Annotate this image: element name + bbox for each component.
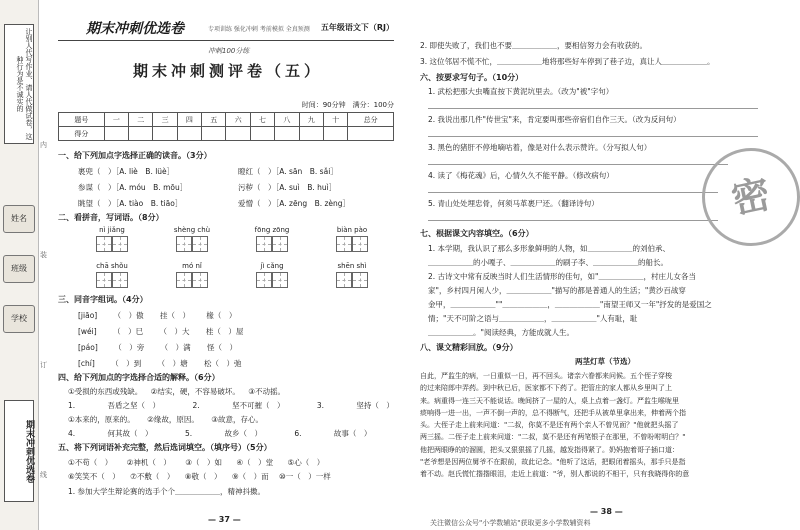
section-8-heading: 八、课文精彩回放。（9分） bbox=[420, 343, 518, 352]
pinyin-prompt: nì jiǎng bbox=[99, 226, 125, 234]
writing-box[interactable] bbox=[272, 272, 288, 288]
section-1-heading: 一、给下列加点字选择正确的读音。（3分） bbox=[58, 151, 212, 160]
pinyin-prompt: jì cǎng bbox=[260, 262, 284, 270]
rewrite-item: 5. 青山处处埋忠骨，何须马革裹尸还。（翻译诗句） bbox=[428, 199, 599, 208]
page-title: 期末冲刺测评卷（五） bbox=[132, 62, 323, 80]
page-number: — 37 — bbox=[208, 515, 241, 524]
writing-box[interactable] bbox=[176, 236, 192, 252]
fold-line bbox=[40, 140, 52, 510]
grade-label: 五年级语文下（RJ） bbox=[320, 23, 394, 32]
rewrite-item: 4. 读了《梅花魂》后，心情久久不能平静。（修改病句） bbox=[428, 171, 614, 180]
pron-item: 爱憎（ ）［A. zēng B. zèng］ bbox=[238, 199, 351, 208]
score-value-row: 得分 bbox=[59, 127, 394, 141]
rewrite-item: 3. 黑色的猪肝不停地嘀咕着，像是对什么表示赞许。（分写拟人句） bbox=[428, 143, 652, 152]
fold-mark: 内 bbox=[40, 141, 47, 149]
binding-spine bbox=[0, 0, 39, 530]
answer-line[interactable] bbox=[428, 220, 718, 221]
pinyin-prompt: mó nǐ bbox=[182, 262, 202, 270]
recall-line: ＿＿＿＿＿＿。"阅读经典，方能成就人生。 bbox=[428, 328, 574, 337]
writing-box[interactable] bbox=[352, 272, 368, 288]
pinyin-prompt: shēn shì bbox=[337, 262, 367, 270]
writing-box[interactable] bbox=[112, 236, 128, 252]
rewrite-item: 1. 武松把那大虫嘴直按下黄泥坑里去。（改为"被"字句） bbox=[428, 87, 614, 96]
writing-box[interactable] bbox=[96, 272, 112, 288]
recall-line: 2. 古诗文中常有反映当时人们生活情形的佳句，如"＿＿＿＿＿＿，村庄儿女各当 bbox=[428, 272, 696, 281]
writing-box[interactable] bbox=[352, 236, 368, 252]
pron-item: 瞪红（ ）［A. sān B. sǎi］ bbox=[238, 167, 338, 176]
tagline: 专项训练 强化冲刺 考前模拟 全真预测 bbox=[208, 26, 310, 33]
section-3-heading: 三、同音字组词。（4分） bbox=[58, 295, 148, 304]
score-table bbox=[58, 112, 394, 141]
section-2-heading: 二、看拼音，写词语。（8分） bbox=[58, 213, 164, 222]
pron-item: 参谋（ ）［A. móu B. mōu］ bbox=[78, 183, 188, 192]
confidential-stamp: 密 bbox=[693, 139, 800, 255]
idiom-row: ①不苟（ ） ②神机（ ） ③（ ）如 ④（ ）堂 ⑤心（ ） bbox=[68, 458, 325, 467]
footer-note: 关注微信公众号"小学数辅站"获取更多小学数辅资料 bbox=[430, 519, 591, 527]
writing-box[interactable] bbox=[96, 236, 112, 252]
homophone-row: [wéi] （ ）巳 （ ）大 桂（ ）屋 bbox=[78, 327, 244, 336]
answer-line[interactable] bbox=[428, 164, 728, 165]
homophone-row: [chí] （ ）到 （ ）塘 松（ ）弛 bbox=[78, 359, 242, 368]
section-4-heading: 四、给下列加点的字选择合适的解释。（6分） bbox=[58, 373, 220, 382]
score-header-row: 题号 一 二 三 四 五 六 七 八 九 十 总分 bbox=[59, 113, 394, 127]
definition-options: ①受损的东西或残缺。 ②结实，硬，不容易破坏。 ③不动摇。 bbox=[68, 387, 285, 396]
passage-line: 痰响得一进一出，一声不倒一声的，总不得断气，还把手从被单里拿出来，伸着两个指 bbox=[420, 408, 686, 417]
section-6-heading: 六、按要求写句子。（10分） bbox=[420, 73, 524, 82]
passage-title: 两茎灯草（节选） bbox=[575, 357, 635, 366]
writing-box[interactable] bbox=[176, 272, 192, 288]
section-7-heading: 七、根据课文内容填空。（6分） bbox=[420, 229, 534, 238]
writing-box[interactable] bbox=[336, 272, 352, 288]
fold-mark: 装 bbox=[40, 251, 47, 259]
passage-line: 着不动。赵氏慌忙揩揩眼泪，走近上前道："爷，别人都说的不相干，只有我晓得你的意 bbox=[420, 470, 690, 479]
pinyin-prompt: shèng chù bbox=[173, 226, 211, 234]
idiom-row: ⑥笑笑不（ ） ⑦不敷（ ） ⑧敬（ ） ⑨（ ）而 ⑩一（ ）一样 bbox=[68, 472, 331, 481]
page-number: — 38 — bbox=[590, 507, 623, 516]
pron-item: 眺望（ ）［A. tiào B. tiāo］ bbox=[78, 199, 183, 208]
answer-line[interactable] bbox=[428, 192, 718, 193]
recall-line: 情；"天不可阶之语与＿＿＿＿＿＿，＿＿＿＿＿＿"人有耻，耻 bbox=[428, 314, 638, 323]
fill-sentence: 3. 这位邻居不慌不忙，＿＿＿＿＿＿地将那些好车停到了巷子边，真让人＿＿＿＿＿＿。 bbox=[420, 57, 715, 66]
passage-line: 自此，严监生的病，一日重似一日，再不回头。诸亲六眷都来问候。五个侄子穿梭 bbox=[420, 372, 672, 380]
writing-box[interactable] bbox=[112, 272, 128, 288]
writing-box[interactable] bbox=[192, 272, 208, 288]
homophone-row: [páo] （ ）旁 （ ）满 怪（ ） bbox=[78, 343, 237, 352]
recall-line: 金甲，＿＿＿＿＿＿""＿＿＿＿＿＿，＿＿＿＿＿＿"南望王师又一年"抒发的是爱国之 bbox=[428, 300, 712, 309]
name-label: 姓名 bbox=[3, 205, 35, 233]
homophone-row: [jiāo] （ ）傲 挂（ ） 椽（ ） bbox=[78, 311, 237, 320]
writing-box[interactable] bbox=[256, 272, 272, 288]
pinyin-prompt: chā shǒu bbox=[96, 262, 128, 270]
recall-line: 家"，乡村四月闲人少，＿＿＿＿＿＿"描写的都是普通人的生活；"黄沙百战穿 bbox=[428, 286, 686, 295]
writing-box[interactable] bbox=[256, 236, 272, 252]
passage-line: 的过来陪郎中弄药。到中秋已后，医家都不下药了。把管庄的家人都从乡里叫了上 bbox=[420, 384, 672, 393]
writing-box[interactable] bbox=[336, 236, 352, 252]
passage-body bbox=[420, 370, 790, 481]
passage-line: 他把两眼睁的的溜圆，把头又狠狠摇了几摇，越发指得紧了。奶妈抱着哥子插口道： bbox=[420, 445, 679, 454]
passage-line: 来。病重得一连三天不能说话。晚间挤了一屋的人，桌上点着一盏灯。严监生喉咙里 bbox=[420, 396, 679, 405]
fill-sentence: 1. 参加大学生辩论赛的选手个个＿＿＿＿＿＿，精神抖擞。 bbox=[68, 487, 266, 496]
section-5-heading: 五、将下列词语补充完整，然后选词填空。（填序号）（5分） bbox=[58, 443, 272, 452]
passage-line: 头。大侄子走上前来问道："二叔，你莫不是还有两个亲人不曾见面？"他就把头摇了 bbox=[420, 421, 679, 430]
fold-mark: 线 bbox=[40, 471, 47, 479]
school-label: 学校 bbox=[3, 305, 35, 333]
answer-line[interactable] bbox=[428, 136, 758, 137]
pron-item: 污秽（ ）［A. suì B. huì］ bbox=[238, 183, 337, 192]
definition-options: ①本来的，原来的。 ②缘故，原因。 ③故意，存心。 bbox=[68, 415, 263, 424]
brand-logo: 期末冲刺优选卷 bbox=[86, 21, 184, 37]
recall-line: ＿＿＿＿＿＿的小嘎子、＿＿＿＿＿＿的刷子李、＿＿＿＿＿＿的船长。 bbox=[428, 258, 668, 267]
answer-line[interactable] bbox=[428, 108, 758, 109]
fold-mark: 订 bbox=[40, 361, 47, 369]
pinyin-prompt: fōng zōng bbox=[254, 226, 290, 234]
pron-item: 裹兜（ ）［A. liè B. lüè］ bbox=[78, 167, 175, 176]
page-header bbox=[58, 18, 394, 41]
exam-meta: 时间：90分钟 满分：100分 bbox=[301, 101, 394, 109]
class-label: 班级 bbox=[3, 255, 35, 283]
recall-line: 1. 本学期，我认识了那么多形象鲜明的人物，如＿＿＿＿＿＿的刘伯承、 bbox=[428, 244, 671, 253]
honesty-notice: 让别人代写作业、请人代做试卷，这种行为是不诚实的 bbox=[4, 24, 34, 144]
rewrite-item: 2. 我说出那几件"传世宝"来，肯定要叫那些帝宿们自作三天。（改为反问句） bbox=[428, 115, 681, 124]
writing-box[interactable] bbox=[272, 236, 288, 252]
subtitle: 冲刺100分练 bbox=[208, 47, 250, 55]
page-38 bbox=[420, 0, 790, 530]
page-37 bbox=[58, 0, 394, 530]
passage-line: 两三摇。二侄子走上前来问道："二叔，莫不是还有两笔银子在那里，不曾吩咐明白？" bbox=[420, 433, 686, 442]
passage-line: "老爷想是因两位舅爷不在跟前，故此记念。"他听了这话，把眼闭着摇头，那手只是指 bbox=[420, 458, 686, 467]
definition-items: 1. 吾盾之坚（ ） 2. 坚不可摧（ ） 3. 坚持（ ） bbox=[68, 401, 394, 410]
fill-sentence: 2. 即使失败了，我们也不要＿＿＿＿＿＿，要相信努力会有收获的。 bbox=[420, 41, 648, 50]
pinyin-prompt: biàn pào bbox=[336, 226, 368, 234]
writing-box[interactable] bbox=[192, 236, 208, 252]
spine-brand: 期末冲刺优选卷 bbox=[4, 400, 34, 502]
definition-items: 4. 何其故（ ） 5. 故乡（ ） 6. 故事（ ） bbox=[68, 429, 372, 438]
